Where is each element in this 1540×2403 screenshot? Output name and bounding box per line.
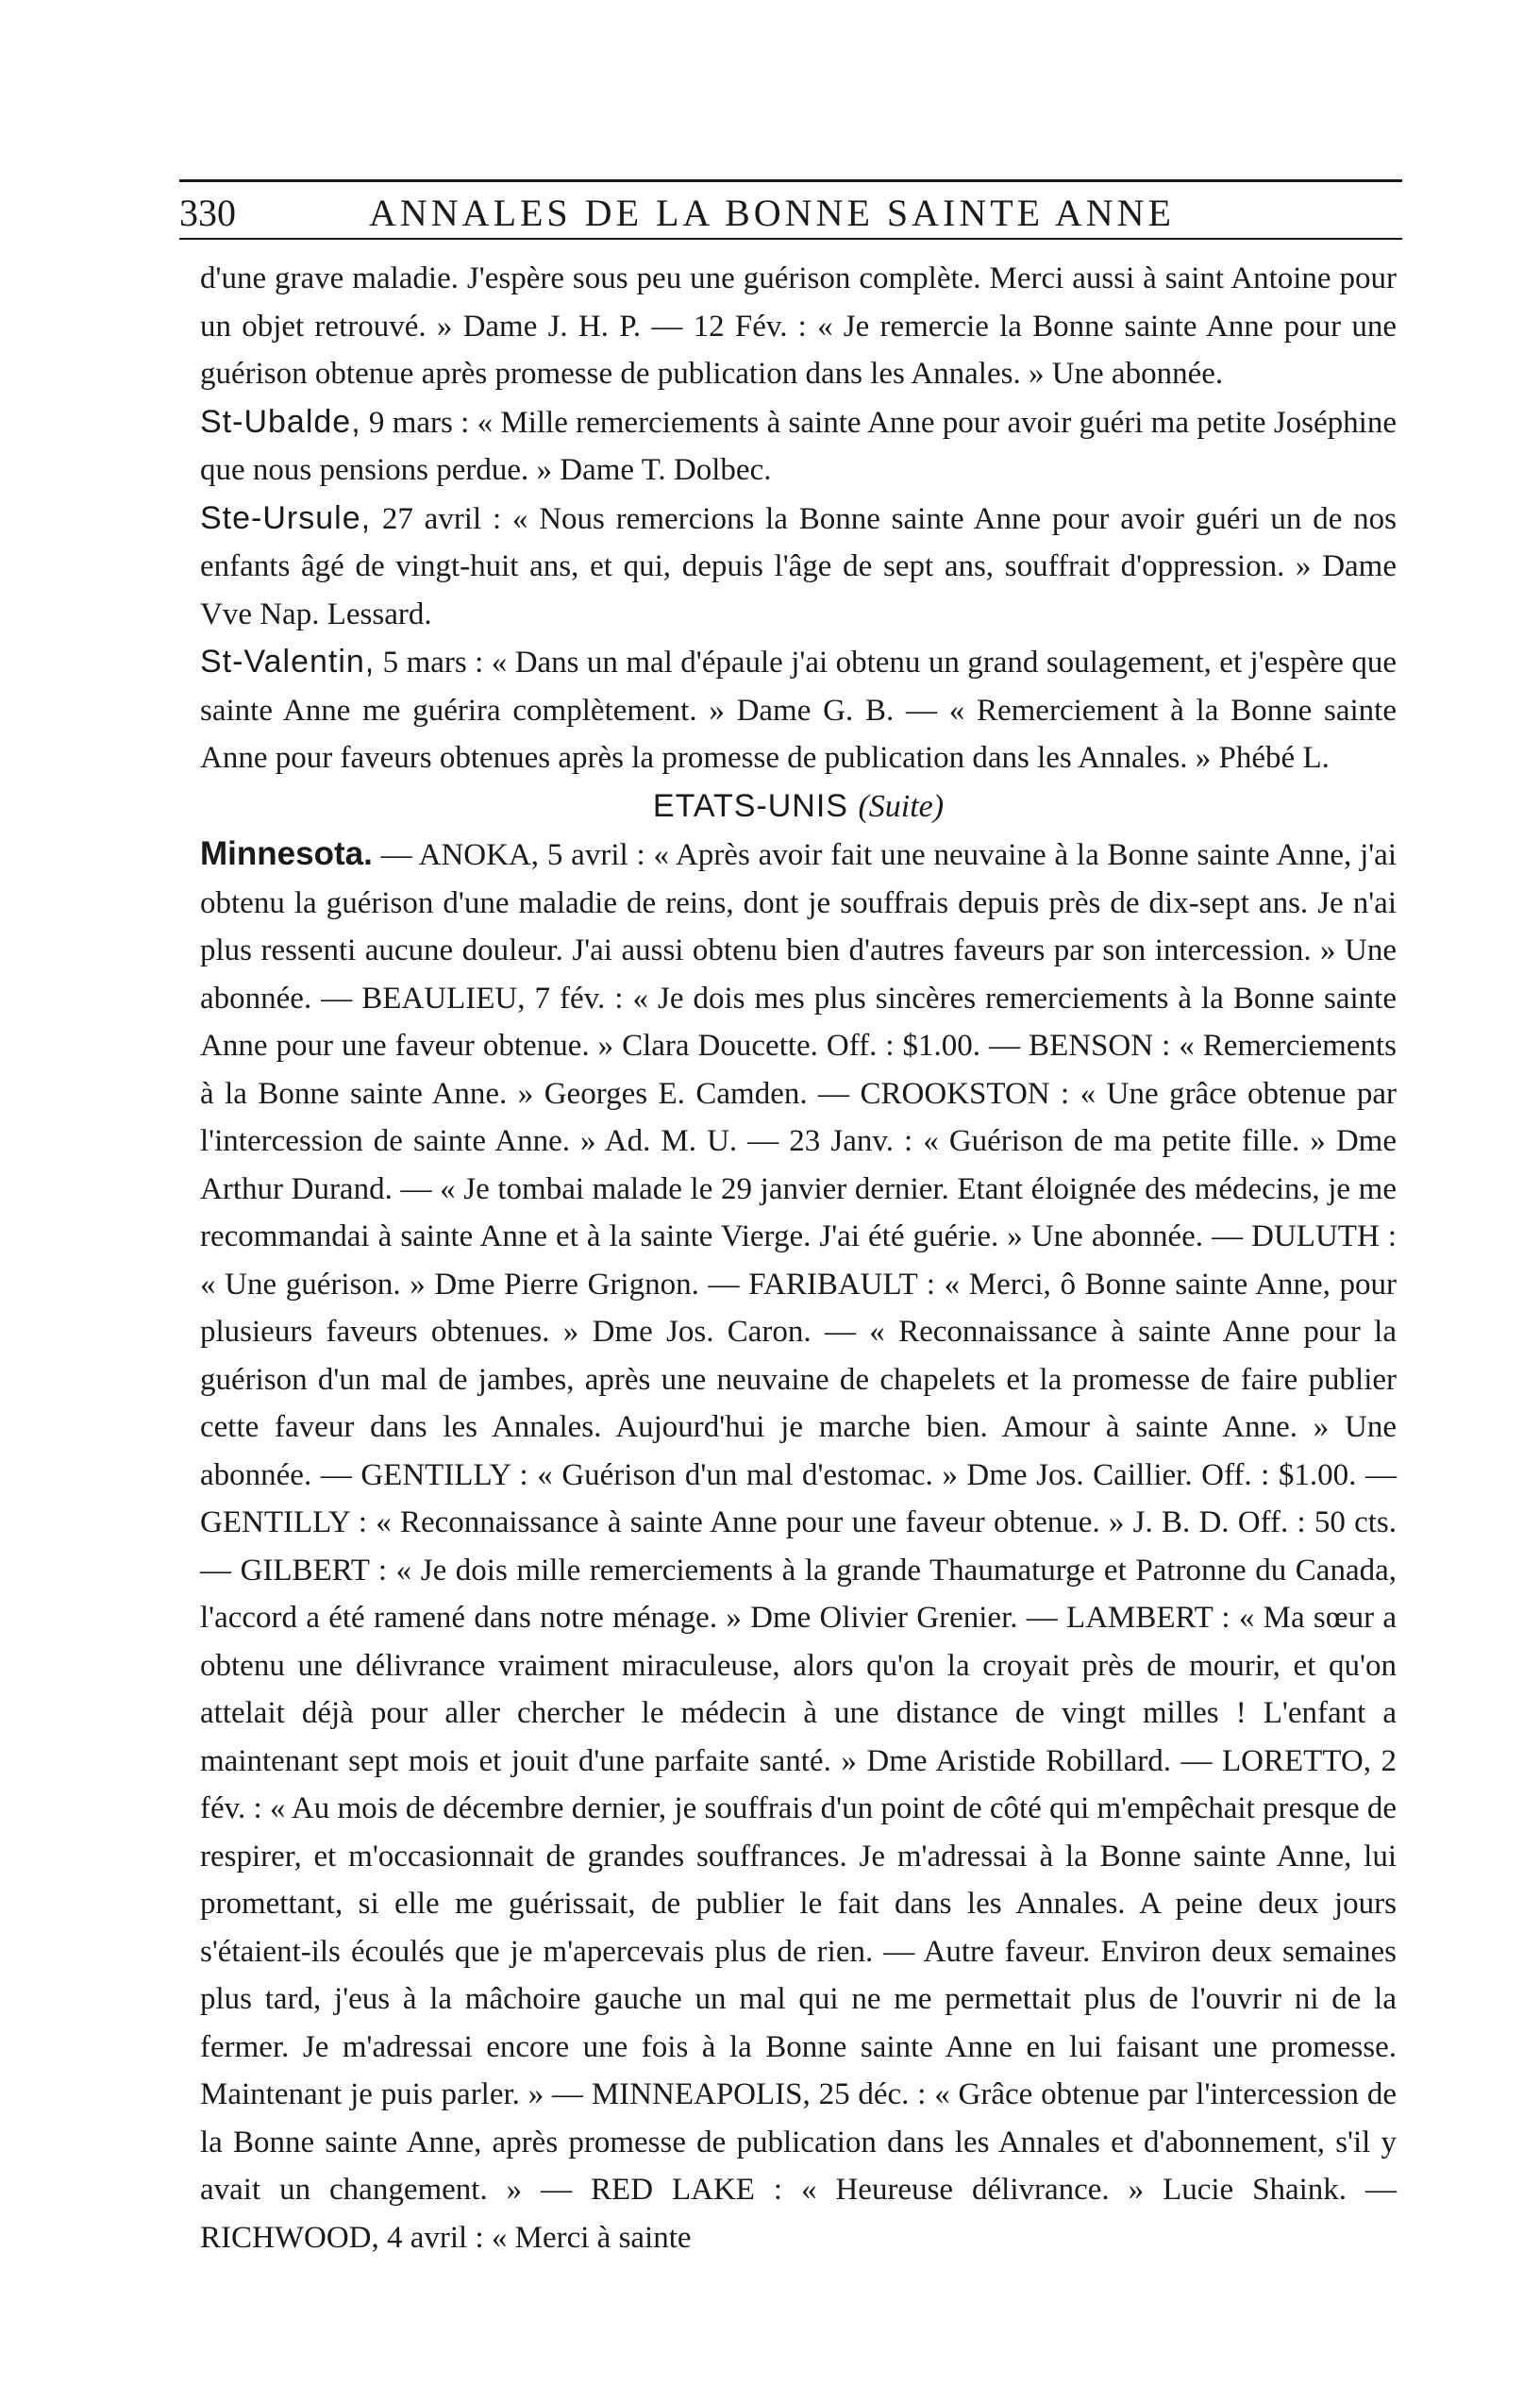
section-subtitle: (Suite): [858, 788, 945, 824]
paragraph: [200, 638, 1397, 782]
header-top-rule: [179, 179, 1402, 182]
page-number: 330: [179, 192, 236, 234]
state-name: Minnesota.: [200, 835, 373, 872]
paragraph: [200, 398, 1397, 495]
paragraph-text: d'une grave maladie. J'espère sous peu une guérison complète. Merci aussi à saint Antoine pour un objet retrouvé. » Dame J. H. P. — 12 Fév. : « Je remercie la Bonne sainte Anne pour une guérison obtenue après promesse de publication dans les Annales. » Une abonnée.: [200, 261, 1397, 391]
header-row: [179, 191, 1402, 235]
place-name: Ste-Ursule,: [200, 499, 372, 536]
paragraph: [200, 255, 1397, 398]
section-title-text: ETATS-UNIS: [652, 787, 848, 824]
header-bottom-rule: [179, 238, 1402, 240]
paragraph-text: — ANOKA, 5 avril : « Après avoir fait une neuvaine à la Bonne sainte Anne, j'ai obtenu la guérison d'une maladie de reins, dont je souffrais depuis près de dix-sept ans. Je n'ai plus ressenti aucune douleur. J'ai aussi obtenu bien d'autres faveurs par son intercession. » Une abonnée. — BEAULIEU, 7 fév. : « Je dois mes plus sincères remerciements à la Bonne sainte Anne pour une faveur obtenue. » Clara Doucette. Off. : $1.00. — BENSON : « Remerciements à la Bonne sainte Anne. » Georges E. Camden. — CROOKSTON : « Une grâce obtenue par l'intercession de sainte Anne. » Ad. M. U. — 23 Janv. : « Guérison de ma petite fille. » Dme Arthur Durand. — « Je tombai malade le 29 janvier dernier. Etant éloignée des médecins, je me recommandai à sainte Anne et à la sainte Vierge. J'ai été guérie. » Une abonnée. — DULUTH : « Une guérison. » Dme Pierre Grignon. — FARIBAULT : « Merci, ô Bonne sainte Anne, pour plusieurs faveurs obtenues. » Dme Jos. Caron. — « Reconnaissance à sainte Anne pour la guérison d'un mal de jambes, après une neuvaine de chapelets et la promesse de faire publier cette faveur dans les Annales. Aujourd'hui je marche bien. Amour à sainte Anne. » Une abonnée. — GENTILLY : « Guérison d'un mal d'estomac. » Dme Jos. Caillier. Off. : $1.00. — GENTILLY : « Reconnaissance à sainte Anne pour une faveur obtenue. » J. B. D. Off. : 50 cts. — GILBERT : « Je dois mille remerciements à la grande Thaumaturge et Patronne du Canada, l'accord a été ramené dans notre ménage. » Dme Olivier Grenier. — LAMBERT : « Ma sœur a obtenu une délivrance vraiment miraculeuse, alors qu'on la croyait près de mourir, et qu'on attelait déjà pour aller chercher le médecin à une distance de vingt milles ! L'enfant a maintenant sept mois et jouit d'une parfaite santé. » Dme Aristide Robillard. — LORETTO, 2 fév. : « Au mois de décembre dernier, je souffrais d'un point de côté qui m'empêchait presque de respirer, et m'occasionnait de grandes souffrances. Je m'adressai à la Bonne sainte Anne, lui promettant, si elle me guérissait, de publier le fait dans les Annales. A peine deux jours s'étaient-ils écoulés que je m'apercevais plus de rien. — Autre faveur. Environ deux semaines plus tard, j'eus à la mâchoire gauche un mal qui ne me permettait plus de l'ouvrir ni de la fermer. Je m'adressai encore une fois à la Bonne sainte Anne en lui faisant une promesse. Maintenant je puis parler. » — MINNEAPOLIS, 25 déc. : « Grâce obtenue par l'intercession de la Bonne sainte Anne, après promesse de publication dans les Annales et d'abonnement, s'il y avait un changement. » — RED LAKE : « Heureuse délivrance. » Lucie Shaink. — RICHWOOD, 4 avril : « Merci à sainte: [200, 838, 1397, 2255]
paragraph-text: 27 avril : « Nous remercions la Bonne sainte Anne pour avoir guéri un de nos enfants âgé de vingt-huit ans, et qui, depuis l'âge de sept ans, souffrait d'oppression. » Dame Vve Nap. Lessard.: [200, 501, 1397, 631]
place-name: St-Valentin,: [200, 644, 376, 680]
paragraph-text: 9 mars : « Mille remerciements à sainte Anne pour avoir guéri ma petite Joséphine que nous pensions perdue. » Dame T. Dolbec.: [200, 405, 1397, 487]
paragraph: [200, 495, 1397, 639]
paragraph-text: 5 mars : « Dans un mal d'épaule j'ai obtenu un grand soulagement, et j'espère que sainte Anne me guérira complètement. » Dame G. B. — « Remerciement à la Bonne sainte Anne pour faveurs obtenues après la promesse de publication dans les Annales. » Phébé L.: [200, 646, 1397, 775]
paragraph: [200, 831, 1397, 2261]
page-body: [200, 255, 1397, 2261]
section-title: [200, 782, 1397, 832]
place-name: St-Ubalde,: [200, 403, 361, 440]
page-header: [179, 159, 1402, 234]
running-title: ANNALES DE LA BONNE SAINTE ANNE: [369, 192, 1175, 234]
